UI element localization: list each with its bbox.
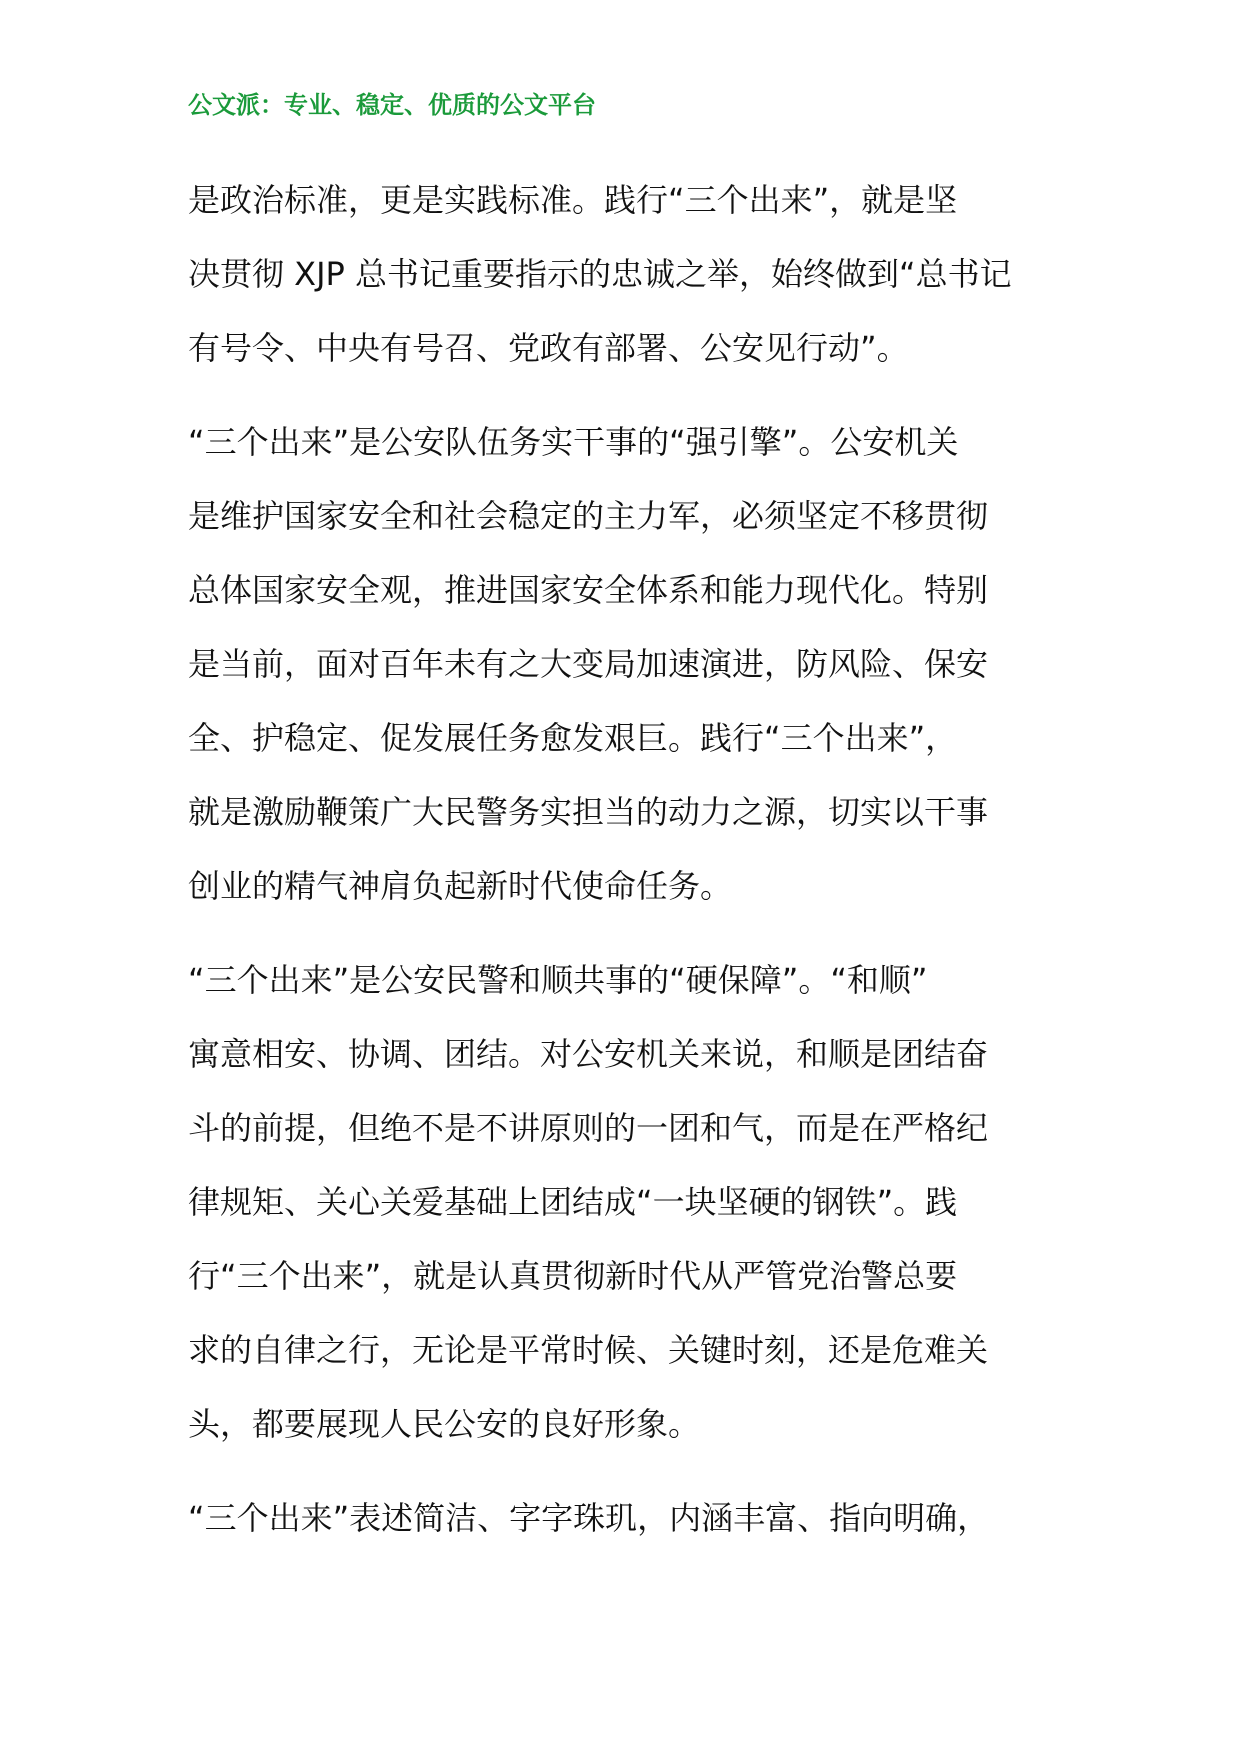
text-line: 是维护国家安全和社会稳定的主力军，必须坚定不移贯彻 bbox=[188, 497, 989, 535]
text-line: 是当前，面对百年未有之大变局加速演进，防风险、保安 bbox=[188, 645, 989, 683]
paragraph bbox=[188, 1481, 1058, 1555]
paragraph-gap bbox=[188, 923, 1058, 943]
text-line: 寓意相安、协调、团结。对公安机关来说，和顺是团结奋 bbox=[188, 1035, 989, 1073]
document-body bbox=[188, 163, 1058, 1555]
text-line: “三个出来”表述简洁、字字珠玑，内涵丰富、指向明确， bbox=[188, 1499, 990, 1537]
paragraph-gap bbox=[188, 385, 1058, 405]
text-line: 总体国家安全观，推进国家安全体系和能力现代化。特别 bbox=[188, 571, 989, 609]
page-header: 公文派：专业、稳定、优质的公文平台 bbox=[188, 91, 596, 119]
text-line: 头，都要展现人民公安的良好形象。 bbox=[188, 1405, 701, 1443]
text-line: 是政治标准，更是实践标准。践行“三个出来”，就是坚 bbox=[188, 181, 958, 219]
text-line: “三个出来”是公安民警和顺共事的“硬保障”。“和顺” bbox=[188, 961, 928, 999]
paragraph bbox=[188, 943, 1058, 1461]
paragraph bbox=[188, 163, 1058, 385]
paragraph-gap bbox=[188, 1461, 1058, 1481]
text-line: 全、护稳定、促发展任务愈发艰巨。践行“三个出来”， bbox=[188, 719, 958, 757]
text-line: 创业的精气神肩负起新时代使命任务。 bbox=[188, 867, 733, 905]
text-line: 就是激励鞭策广大民警务实担当的动力之源，切实以干事 bbox=[188, 793, 989, 831]
text-line: “三个出来”是公安队伍务实干事的“强引擎”。公安机关 bbox=[188, 423, 959, 461]
text-line: 有号令、中央有号召、党政有部署、公安见行动”。 bbox=[188, 329, 909, 367]
text-line: 斗的前提，但绝不是不讲原则的一团和气，而是在严格纪 bbox=[188, 1109, 989, 1147]
text-line: 行“三个出来”，就是认真贯彻新时代从严管党治警总要 bbox=[188, 1257, 958, 1295]
paragraph bbox=[188, 405, 1058, 923]
text-line: 律规矩、关心关爱基础上团结成“一块坚硬的钢铁”。践 bbox=[188, 1183, 958, 1221]
text-line: 决贯彻 XJP 总书记重要指示的忠诚之举，始终做到“总书记 bbox=[188, 255, 1012, 293]
text-line: 求的自律之行，无论是平常时候、关键时刻，还是危难关 bbox=[188, 1331, 989, 1369]
